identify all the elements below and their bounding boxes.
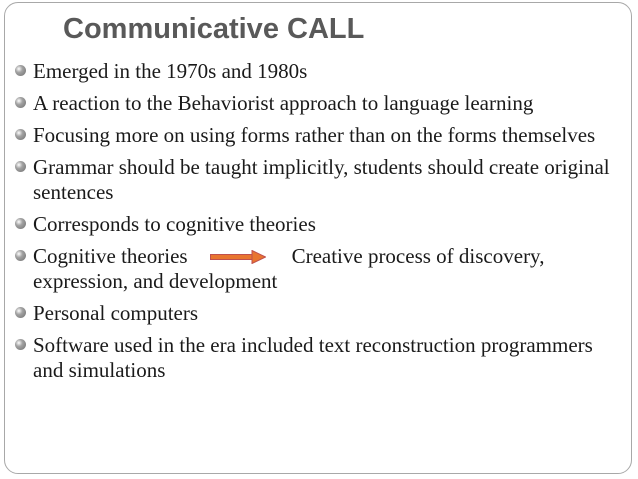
bullet-list: [14, 59, 626, 390]
bullet-item: [14, 212, 626, 237]
circle-bullet-icon: [15, 218, 26, 229]
bullet-text: Corresponds to cognitive theories: [33, 212, 316, 236]
bullet-text: Emerged in the 1970s and 1980s: [33, 59, 308, 83]
bullet-text: A reaction to the Behaviorist approach to language learning: [33, 91, 534, 115]
bullet-item-cognitive-theories: [14, 244, 626, 294]
bullet-item: [14, 301, 626, 326]
bullet-text-left: Cognitive theories: [33, 244, 188, 268]
bullet-item: [14, 333, 626, 383]
circle-bullet-icon: [15, 339, 26, 350]
bullet-text: Focusing more on using forms rather than on the forms themselves: [33, 123, 596, 147]
bullet-text: Personal computers: [33, 301, 199, 325]
circle-bullet-icon: [15, 307, 26, 318]
circle-bullet-icon: [15, 65, 26, 76]
circle-bullet-icon: [15, 250, 26, 261]
bullet-text: Software used in the era included text reconstruction programmers and simulations: [33, 333, 599, 382]
right-arrow-icon: [210, 250, 266, 264]
bullet-text: Grammar should be taught implicitly, students should create original sentences: [33, 155, 615, 204]
bullet-item: [14, 155, 626, 205]
bullet-text-right: Creative process of discovery,: [291, 244, 545, 268]
circle-bullet-icon: [15, 129, 26, 140]
circle-bullet-icon: [15, 161, 26, 172]
circle-bullet-icon: [15, 97, 26, 108]
slide-title: Communicative CALL: [63, 13, 365, 45]
bullet-item: [14, 59, 626, 84]
bullet-item: [14, 123, 626, 148]
bullet-item: [14, 91, 626, 116]
bullet-text-continuation: expression, and development: [33, 269, 278, 293]
